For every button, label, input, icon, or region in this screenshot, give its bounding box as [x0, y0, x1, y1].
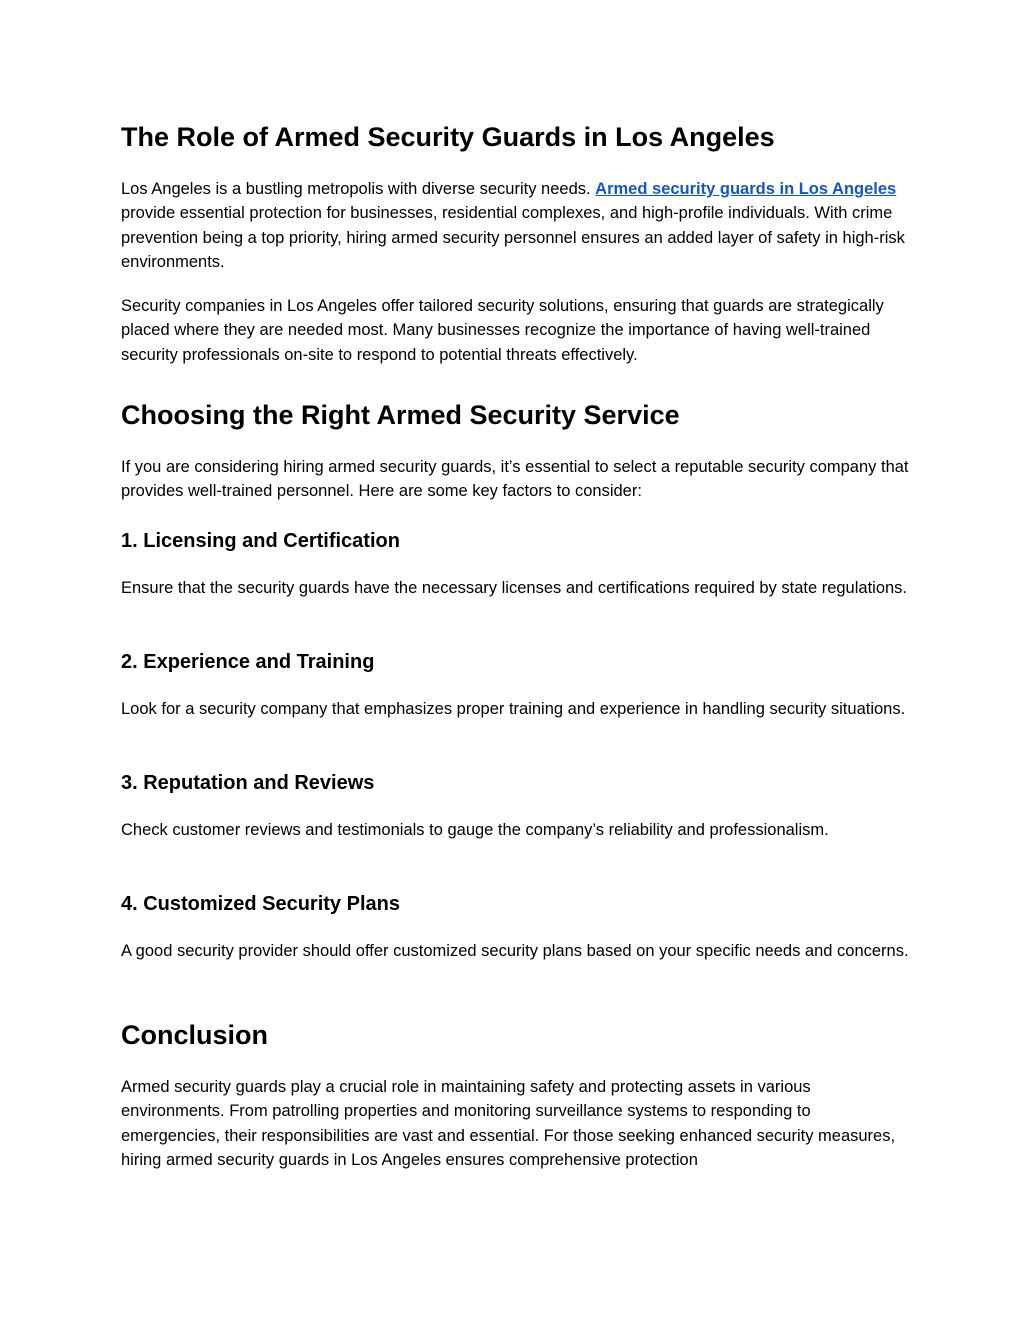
conclusion-heading: Conclusion — [121, 1020, 268, 1050]
factor-heading-licensing: 1. Licensing and Certification — [121, 530, 400, 552]
conclusion-paragraph: Armed security guards play a crucial role in maintaining safety and protecting assets in various environments. From patrolling properties and monitoring surveillance systems to responding to emergencies, their responsibilities are vast and essential. For those seeking enhanced security measures, hiring armed security guards in Los Angeles ensures comprehensive protection — [121, 1078, 896, 1170]
choosing-intro-paragraph: If you are considering hiring armed security guards, it’s essential to select a reputable security company that provides well-trained personnel. Here are some key factors to consider: — [121, 458, 909, 501]
factor-text-customized: A good security provider should offer customized security plans based on your specific needs and concerns. — [121, 942, 909, 960]
companies-paragraph: Security companies in Los Angeles offer tailored security solutions, ensuring that guards are strategically placed where they are needed most. Many businesses recognize the importance of having well-trained security professionals on-site to respond to potential threats effectively. — [121, 297, 884, 364]
intro-paragraph — [121, 177, 911, 275]
intro-text-before-link: Los Angeles is a bustling metropolis with diverse security needs. — [121, 180, 596, 198]
armed-guards-link[interactable]: Armed security guards in Los Angeles — [595, 180, 897, 198]
page-title: The Role of Armed Security Guards in Los Angeles — [121, 122, 775, 152]
factor-text-experience: Look for a security company that emphasizes proper training and experience in handling security situations. — [121, 700, 906, 718]
factor-text-licensing: Ensure that the security guards have the necessary licenses and certifications required by state regulations. — [121, 579, 908, 597]
factor-heading-experience: 2. Experience and Training — [121, 651, 375, 673]
factor-heading-customized: 4. Customized Security Plans — [121, 893, 400, 915]
choosing-heading: Choosing the Right Armed Security Service — [121, 400, 680, 430]
intro-text-after-link: provide essential protection for businesses, residential complexes, and high-profile individuals. With crime prevention being a top priority, hiring armed security personnel ensures an added layer of safety in high-risk environments. — [121, 204, 905, 272]
factor-text-reputation: Check customer reviews and testimonials to gauge the company’s reliability and professionalism. — [121, 821, 829, 839]
factor-heading-reputation: 3. Reputation and Reviews — [121, 772, 375, 794]
